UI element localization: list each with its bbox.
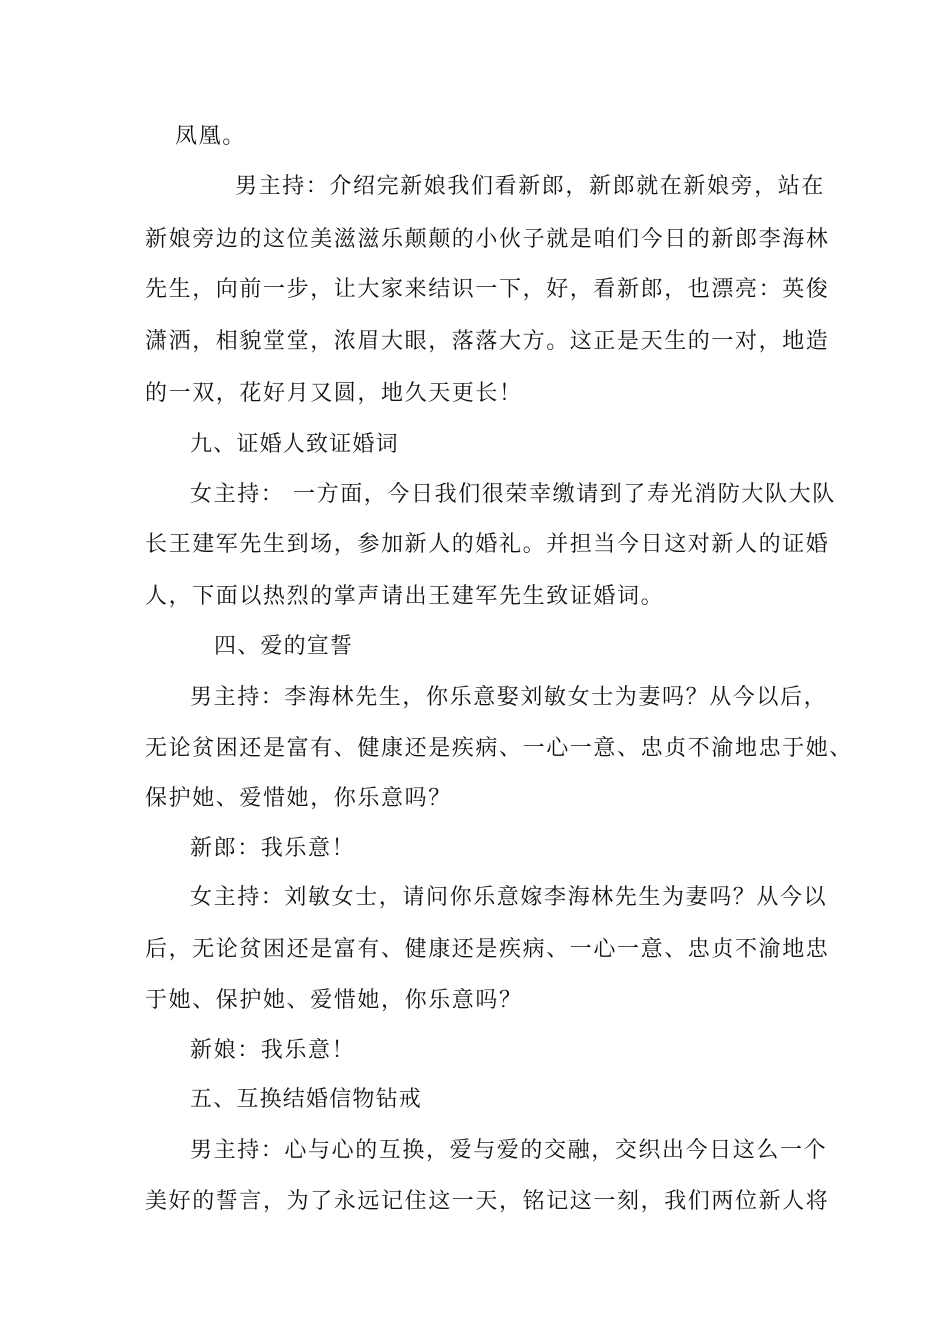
text-line: 后，无论贫困还是富有、健康还是疾病、一心一意、忠贞不渝地忠 — [145, 937, 830, 962]
text-line: 新娘：我乐意！ — [190, 1038, 356, 1063]
text-line: 无论贫困还是富有、健康还是疾病、一心一意、忠贞不渝地忠于她、 — [145, 736, 854, 761]
text-line: 男主持：李海林先生，你乐意娶刘敏女士为妻吗？从今以后， — [190, 685, 828, 710]
text-line: 凤凰。 — [175, 124, 246, 149]
text-line: 先生，向前一步，让大家来结识一下，好，看新郎，也漂亮：英俊 — [145, 277, 830, 302]
text-line: 保护她、爱惜她，你乐意吗？ — [145, 786, 452, 811]
text-line: 女主持： 一方面，今日我们很荣幸缴请到了寿光消防大队大队 — [190, 482, 836, 507]
text-line: 新郎：我乐意！ — [190, 836, 356, 861]
text-line: 男主持：介绍完新娘我们看新郎，新郎就在新娘旁，站在 — [235, 174, 826, 199]
text-line: 人，下面以热烈的掌声请出王建军先生致证婚词。 — [145, 584, 665, 609]
section-heading: 五、互换结婚信物钻戒 — [190, 1087, 423, 1112]
section-heading: 四、爱的宣誓 — [214, 634, 354, 659]
text-line: 长王建军先生到场，参加新人的婚礼。并担当今日这对新人的证婚 — [145, 532, 830, 557]
text-line: 的一双，花好月又圆，地久天更长！ — [145, 381, 523, 406]
text-line: 于她、保护她、爱惜她，你乐意吗？ — [145, 988, 523, 1013]
text-line: 新娘旁边的这位美滋滋乐颠颠的小伙子就是咱们今日的新郎李海林 — [145, 227, 830, 252]
text-line: 美好的誓言，为了永远记住这一天，铭记这一刻，我们两位新人将 — [145, 1189, 830, 1214]
section-heading: 九、证婚人致证婚词 — [190, 432, 399, 457]
text-line: 女主持：刘敏女士，请问你乐意嫁李海林先生为妻吗？从今以 — [190, 885, 828, 910]
text-line: 潇洒，相貌堂堂，浓眉大眼，落落大方。这正是天生的一对，地造 — [145, 329, 830, 354]
text-line: 男主持：心与心的互换，爱与爱的交融，交织出今日这么一个 — [190, 1138, 828, 1163]
